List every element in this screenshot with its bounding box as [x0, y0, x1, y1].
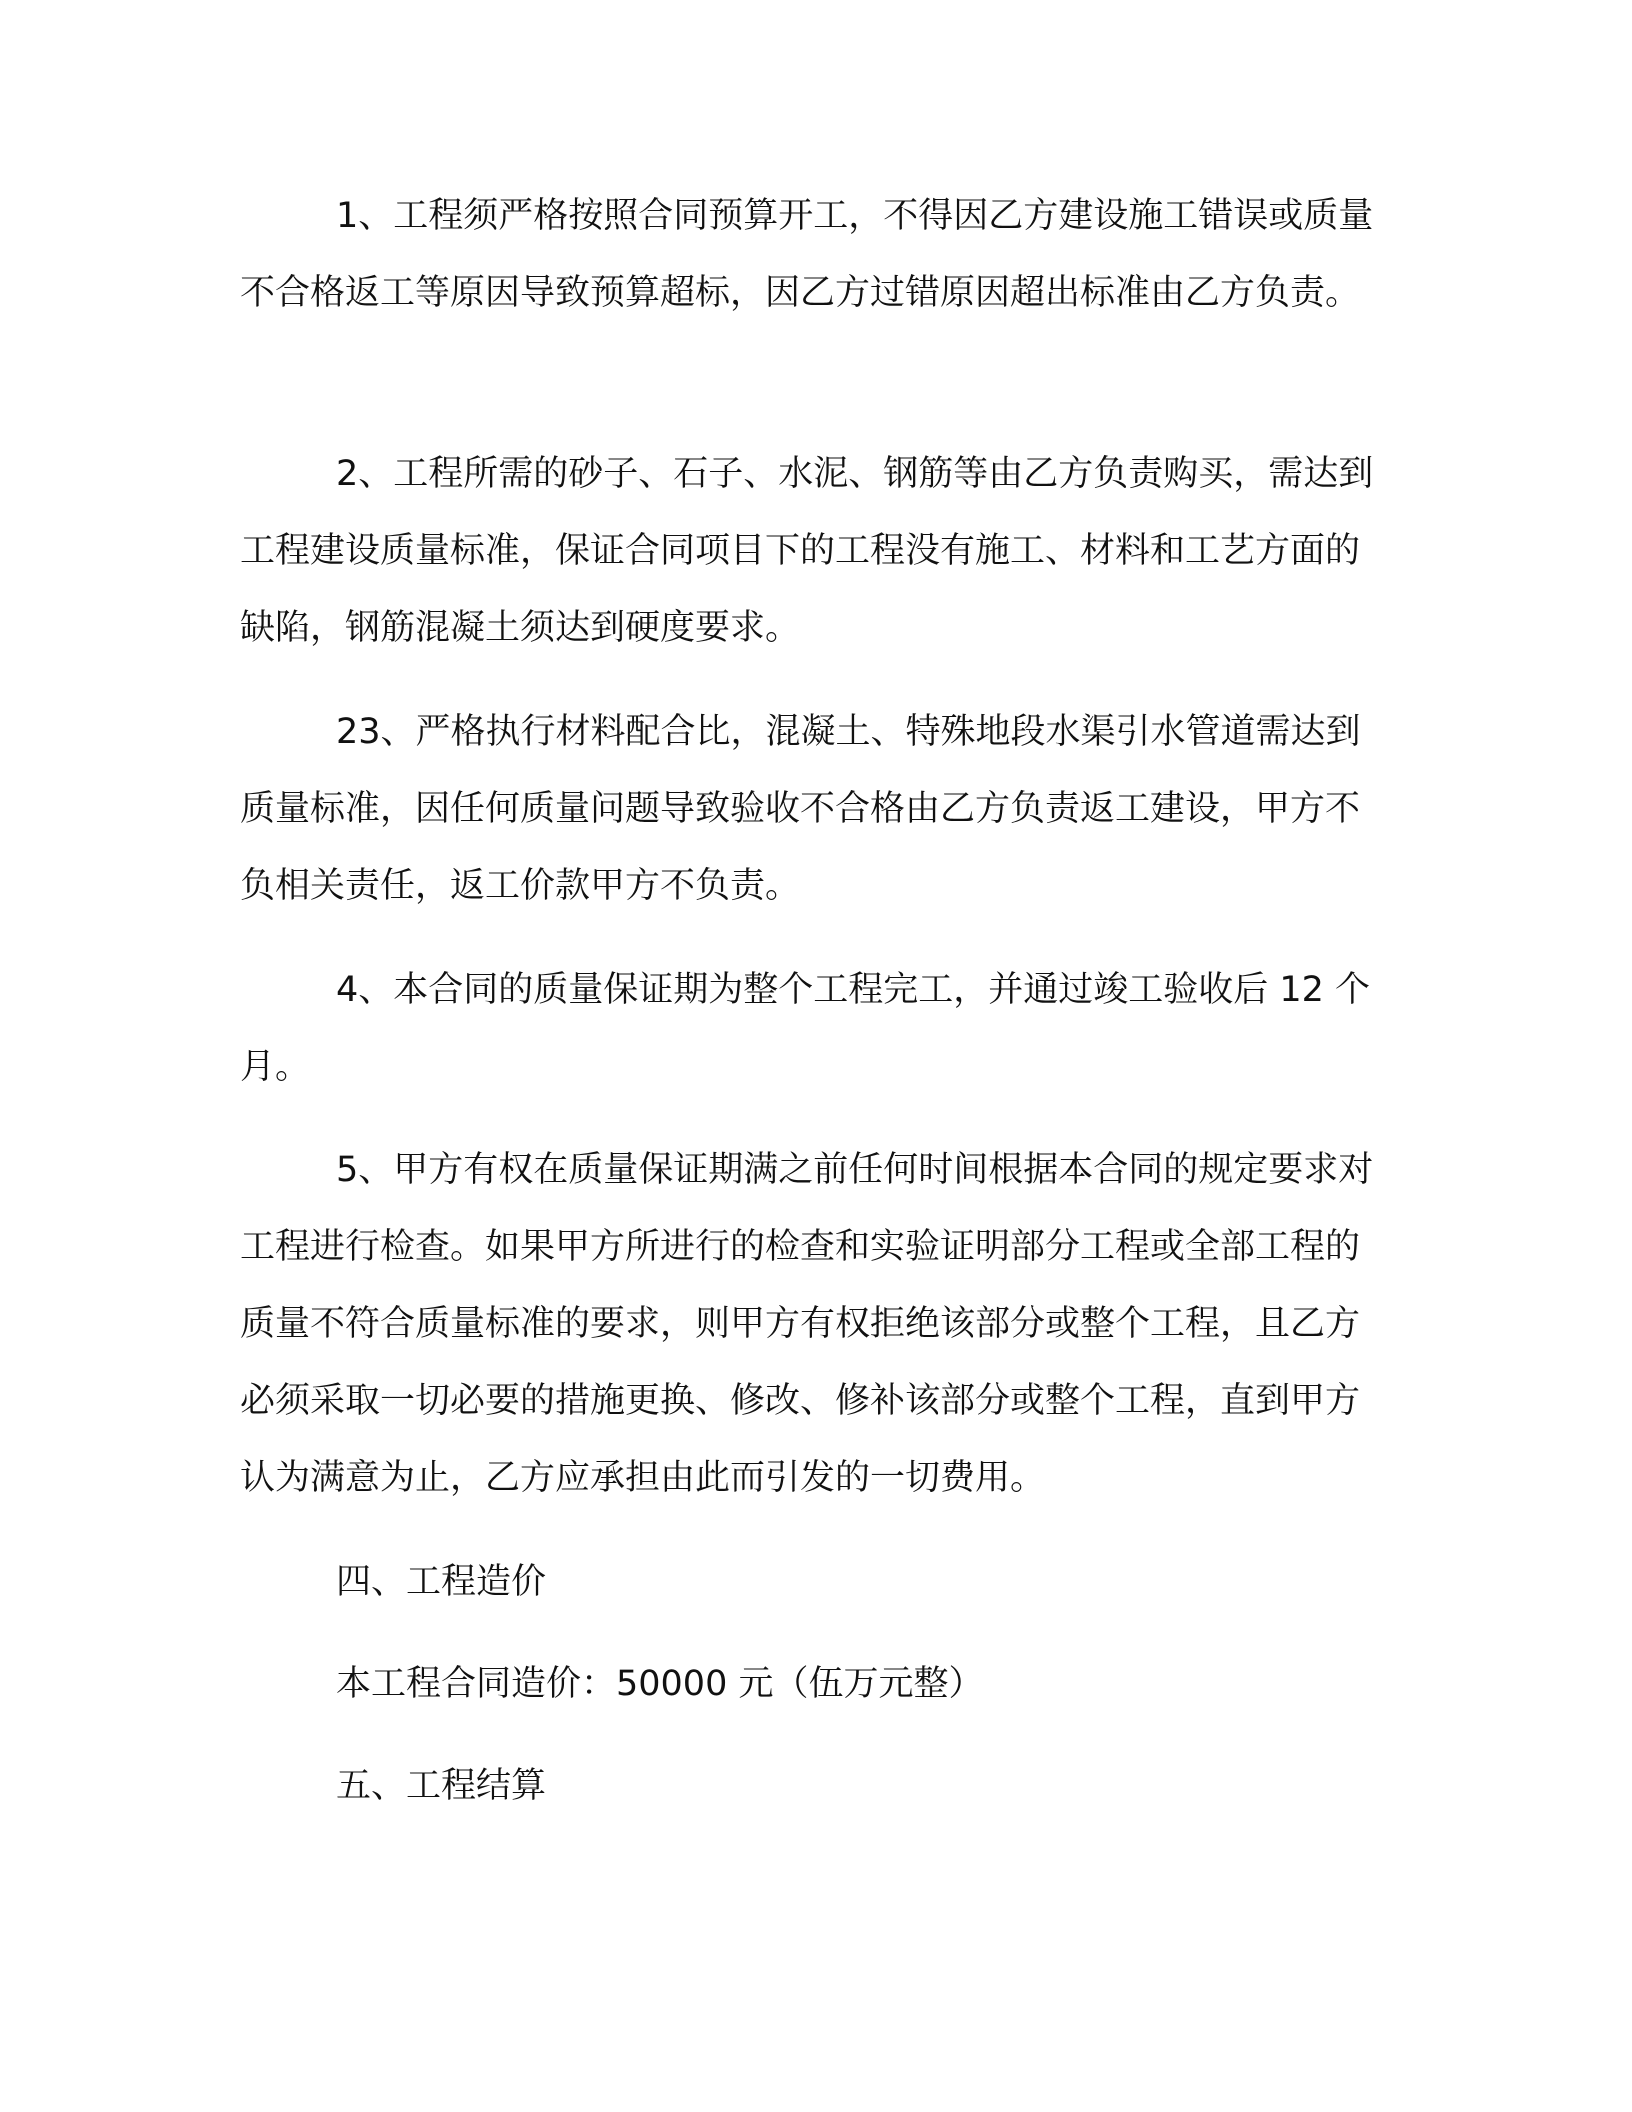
section-5-heading: 五、工程结算: [336, 1766, 547, 1806]
clause-4: 4、本合同的质量保证期为整个工程完工，并通过竣工验收后 12 个月。: [240, 970, 1371, 1087]
clause-2: 2、工程所需的砂子、石子、水泥、钢筋等由乙方负责购买，需达到工程建设质量标准，保证合同项目下的工程没有施工、材料和工艺方面的缺陷，钢筋混凝土须达到硬度要求。: [240, 454, 1374, 648]
clause-1: 1、工程须严格按照合同预算开工，不得因乙方建设施工错误或质量不合格返工等原因导致预算超标，因乙方过错原因超出标准由乙方负责。: [240, 196, 1374, 313]
clause-5: 5、甲方有权在质量保证期满之前任何时间根据本合同的规定要求对工程进行检查。如果甲方所进行的检查和实验证明部分工程或全部工程的质量不符合质量标准的要求，则甲方有权拒绝该部分或整个工程，且乙方必须采取一切必要的措施更换、修改、修补该部分或整个工程，直到甲方认为满意为止，乙方应承担由此而引发的一切费用。: [240, 1150, 1374, 1498]
contract-price: 本工程合同造价：50000 元（伍万元整）: [336, 1664, 984, 1704]
clause-23: 23、严格执行材料配合比，混凝土、特殊地段水渠引水管道需达到质量标准，因任何质量问题导致验收不合格由乙方负责返工建设，甲方不负相关责任，返工价款甲方不负责。: [240, 712, 1361, 906]
section-4-heading: 四、工程造价: [336, 1562, 547, 1602]
